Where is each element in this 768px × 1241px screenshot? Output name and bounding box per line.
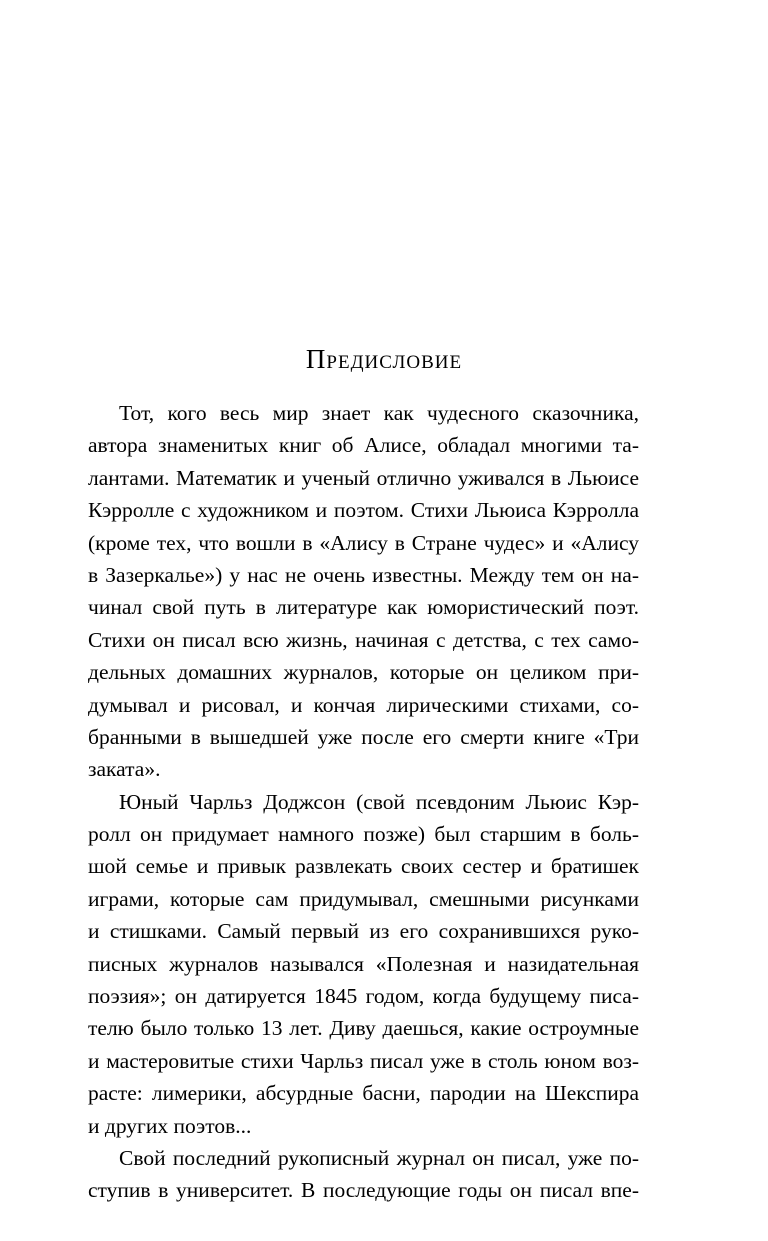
text-line: чинал свой путь в литературе как юмористический поэт. [88, 595, 639, 620]
text-line: думывал и рисовал, и кончая лирическими стихами, со- [88, 692, 639, 717]
text-line: расте: лимерики, абсурдные басни, пародии на Шекспира [88, 1081, 639, 1106]
text-line: Кэрролле с художником и поэтом. Стихи Льюиса Кэрролла [88, 498, 639, 523]
body-text [88, 397, 639, 1207]
text-line: телю было только 13 лет. Диву даешься, какие остроумные [88, 1016, 639, 1041]
text-line: Тот, кого весь мир знает как чудесного сказочника, [119, 401, 639, 425]
text-line: и мастеровитые стихи Чарльз писал уже в столь юном воз- [88, 1048, 639, 1073]
text-line: заката». [88, 757, 161, 782]
text-line: и стишками. Самый первый из его сохранившихся руко- [88, 919, 639, 944]
text-line: бранными в вышедшей уже после его смерти книге «Три [88, 724, 639, 749]
text-line: шой семье и привык развлекать своих сестер и братишек [88, 854, 639, 879]
text-line: автора знаменитых книг об Алисе, обладал многими та- [88, 433, 639, 458]
text-line: лантами. Математик и ученый отлично уживался в Льюисе [88, 465, 639, 490]
text-line: и других поэтов... [88, 1113, 252, 1138]
text-line: поэзия»; он датируется 1845 годом, когда будущему писа- [88, 984, 639, 1009]
text-line: играми, которые сам придумывал, смешными рисунками [88, 886, 639, 911]
chapter-title: Предисловие [305, 344, 463, 374]
text-line: ролл он придумает намного позже) был старшим в боль- [88, 822, 639, 847]
text-line: Свой последний рукописный журнал он писал, уже по- [119, 1145, 639, 1170]
text-line: в Зазеркалье») у нас не очень известны. Между тем он на- [88, 562, 639, 587]
text-line: дельных домашних журналов, которые он целиком при- [88, 660, 639, 685]
text-line: (кроме тех, что вошли в «Алису в Стране чудес» и «Алису [88, 530, 639, 555]
text-line: писных журналов назывался «Полезная и назидательная [88, 951, 639, 976]
text-line: ступив в университет. В последующие годы он писал впе- [88, 1178, 639, 1203]
text-line: Стихи он писал всю жизнь, начиная с детства, с тех само- [88, 627, 639, 652]
text-line: Юный Чарльз Доджсон (свой псевдоним Льюис Кэр- [119, 789, 639, 814]
